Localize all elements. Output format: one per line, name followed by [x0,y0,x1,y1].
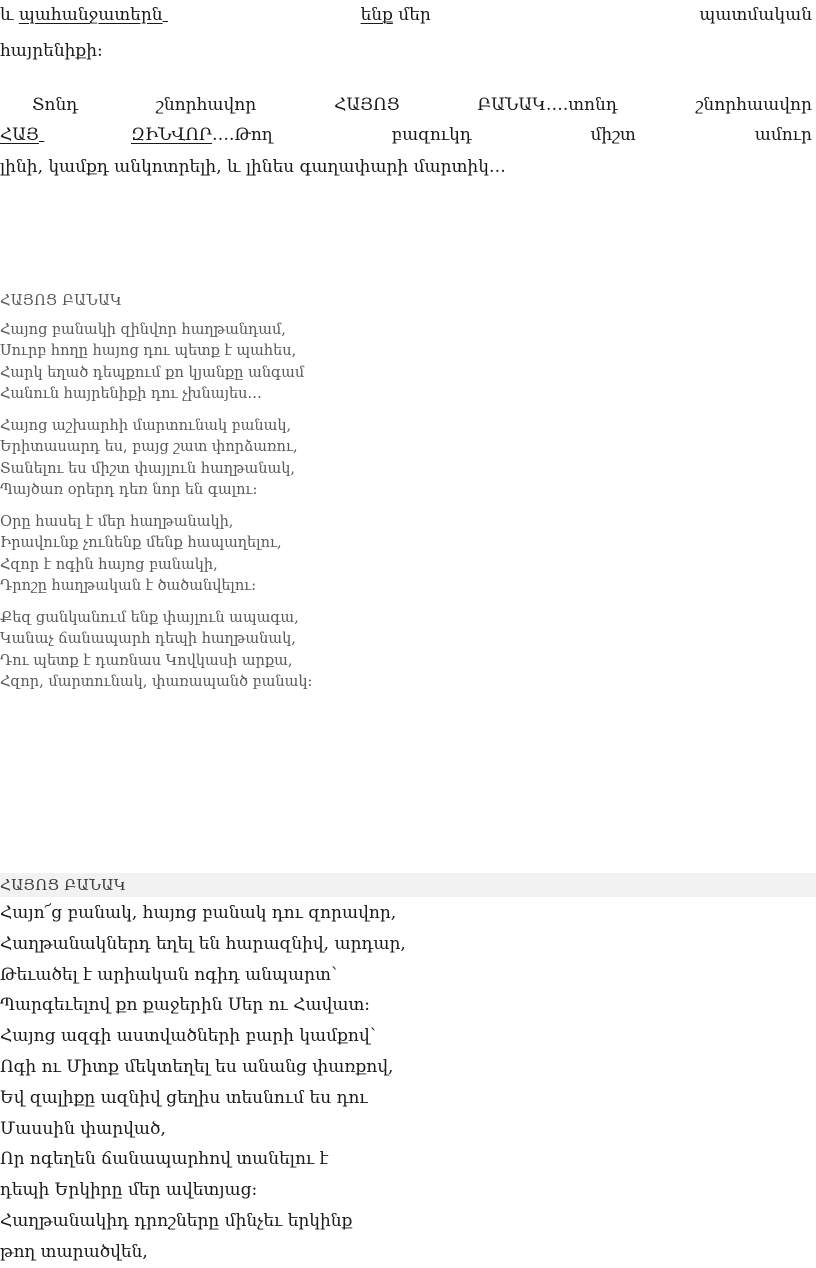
poem-2 [0,898,406,1268]
underline-gap [163,4,361,26]
poem-1-stanza [0,416,420,502]
poem-line: Հանուն հայրենիքի դու չխնայես… [0,386,262,402]
poem-line: Եվ զալիքը ազնիվ ցեղիս տեսնում ես դու [0,1087,368,1108]
poem-line: Դու պետք է դառնաս Կովկասի արքա, [0,652,293,669]
poem-line: Հզոր է ոգին հայոց բանակի, [0,556,218,573]
poem-line: Պարգեւելով քո քաջերին Սեր ու Հավատ: [0,995,370,1016]
poem-line: Կանաչ ճանապարհ դեպի հաղթանակ, [0,631,296,647]
poem-1 [0,291,420,704]
intro-l4-suffix: ….Թող [212,125,273,145]
poem-line: Հայո՜ց բանակ, հայոց բանակ դու զորավոր, [0,903,397,923]
poem-2-title: ՀԱՅՈՑ ԲԱՆԱԿ [0,873,816,897]
poem-1-stanza [0,320,420,406]
poem-line: Թեւածել է արիական ոգիդ անպարտ՝ [0,964,338,985]
poem-line: Իրավունք չունենք մենք հապաղելու, [0,535,282,551]
poem-line: Մասսին փարված, [0,1118,166,1139]
poem-line: Որ ոգեղեն ճանապարհով տանելու է [0,1149,329,1170]
intro-line-1-start [0,4,431,26]
intro-l3-word-4: ԲԱՆԱԿ….տոնդ [477,95,618,115]
intro-word-underlined-1: պահանջատերն [18,5,163,25]
intro-l3-word-5: շնորհաավոր [695,95,812,115]
poem-line: Հաղթանակներդ եղել են հարազնիվ, արդար, [0,933,406,954]
intro-l3-word-2: շնորհավոր [156,95,257,115]
intro-line-2: հայրենիքի: [0,41,103,61]
poem-line: Տանելու ես միշտ փայլուն հաղթանակ, [0,460,295,477]
intro-line-3 [0,94,812,116]
intro-l4-underlined-2: ԶԻՆՎՈՐ [130,125,213,145]
intro-l3-word-3: ՀԱՅՈՑ [334,95,400,115]
intro-word-underlined-2: ենք [360,5,393,25]
intro-line-1 [0,4,812,26]
poem-line: Պայծառ օրերդ դեռ նոր են գալու: [0,482,258,498]
poem-line: Սուրբ հողը հայոց դու պետք է պահես, [0,343,297,359]
intro-l4-word-4: միշտ [590,125,636,145]
intro-l4-word-5: ամուր [754,125,812,145]
intro-l4-start [0,124,273,146]
poem-line: դեպի Երկիրը մեր ավետյաց: [0,1180,258,1201]
poem-line: Երիտասարդ ես, բայց շատ փորձառու, [0,439,298,455]
poem-line: Դրոշը հաղթական է ծածանվելու: [0,578,257,594]
poem-line: Հայոց բանակի զինվոր հաղթանդամ, [0,321,286,338]
intro-prefix: և [0,5,14,25]
poem-line: Ոգի ու Միտք մեկտեղել ես անանց փառքով, [0,1056,394,1077]
intro-word: մեր [398,5,431,25]
poem-line: Օրը հասել է մեր հաղթանակի, [0,513,234,530]
poem-1-stanza [0,608,420,694]
poem-line: Քեզ ցանկանում ենք փայլուն ապագա, [0,609,299,626]
intro-l3-word-1: Տոնդ [32,95,79,115]
poem-1-title: ՀԱՅՈՑ ԲԱՆԱԿ [0,293,123,309]
intro-word-end: պատմական [699,5,812,25]
intro-l4-underlined-1: ՀԱՅ [0,125,39,145]
intro-l4-word-3: բազուկդ [391,125,472,145]
poem-line: Հաղթանակիդ դրոշները մինչեւ երկինք [0,1210,353,1231]
underline-gap [39,124,131,146]
poem-line: թող տարածվեն, [0,1241,148,1262]
poem-line: Հայոց աշխարհի մարտունակ բանակ, [0,417,292,434]
poem-line: Հարկ եղած դեպքում քո կյանքը անգամ [0,364,305,381]
poem-line: Հզոր, մարտունակ, փառապանծ բանակ: [0,674,313,690]
poem-line: Հայոց ազգի աստվածների բարի կամքով՝ [0,1026,376,1047]
intro-line-4 [0,124,812,146]
poem-1-stanza [0,512,420,598]
intro-line-5: լինի, կամքդ անկոտրելի, և լինես գաղափարի մարտիկ… [0,157,506,177]
